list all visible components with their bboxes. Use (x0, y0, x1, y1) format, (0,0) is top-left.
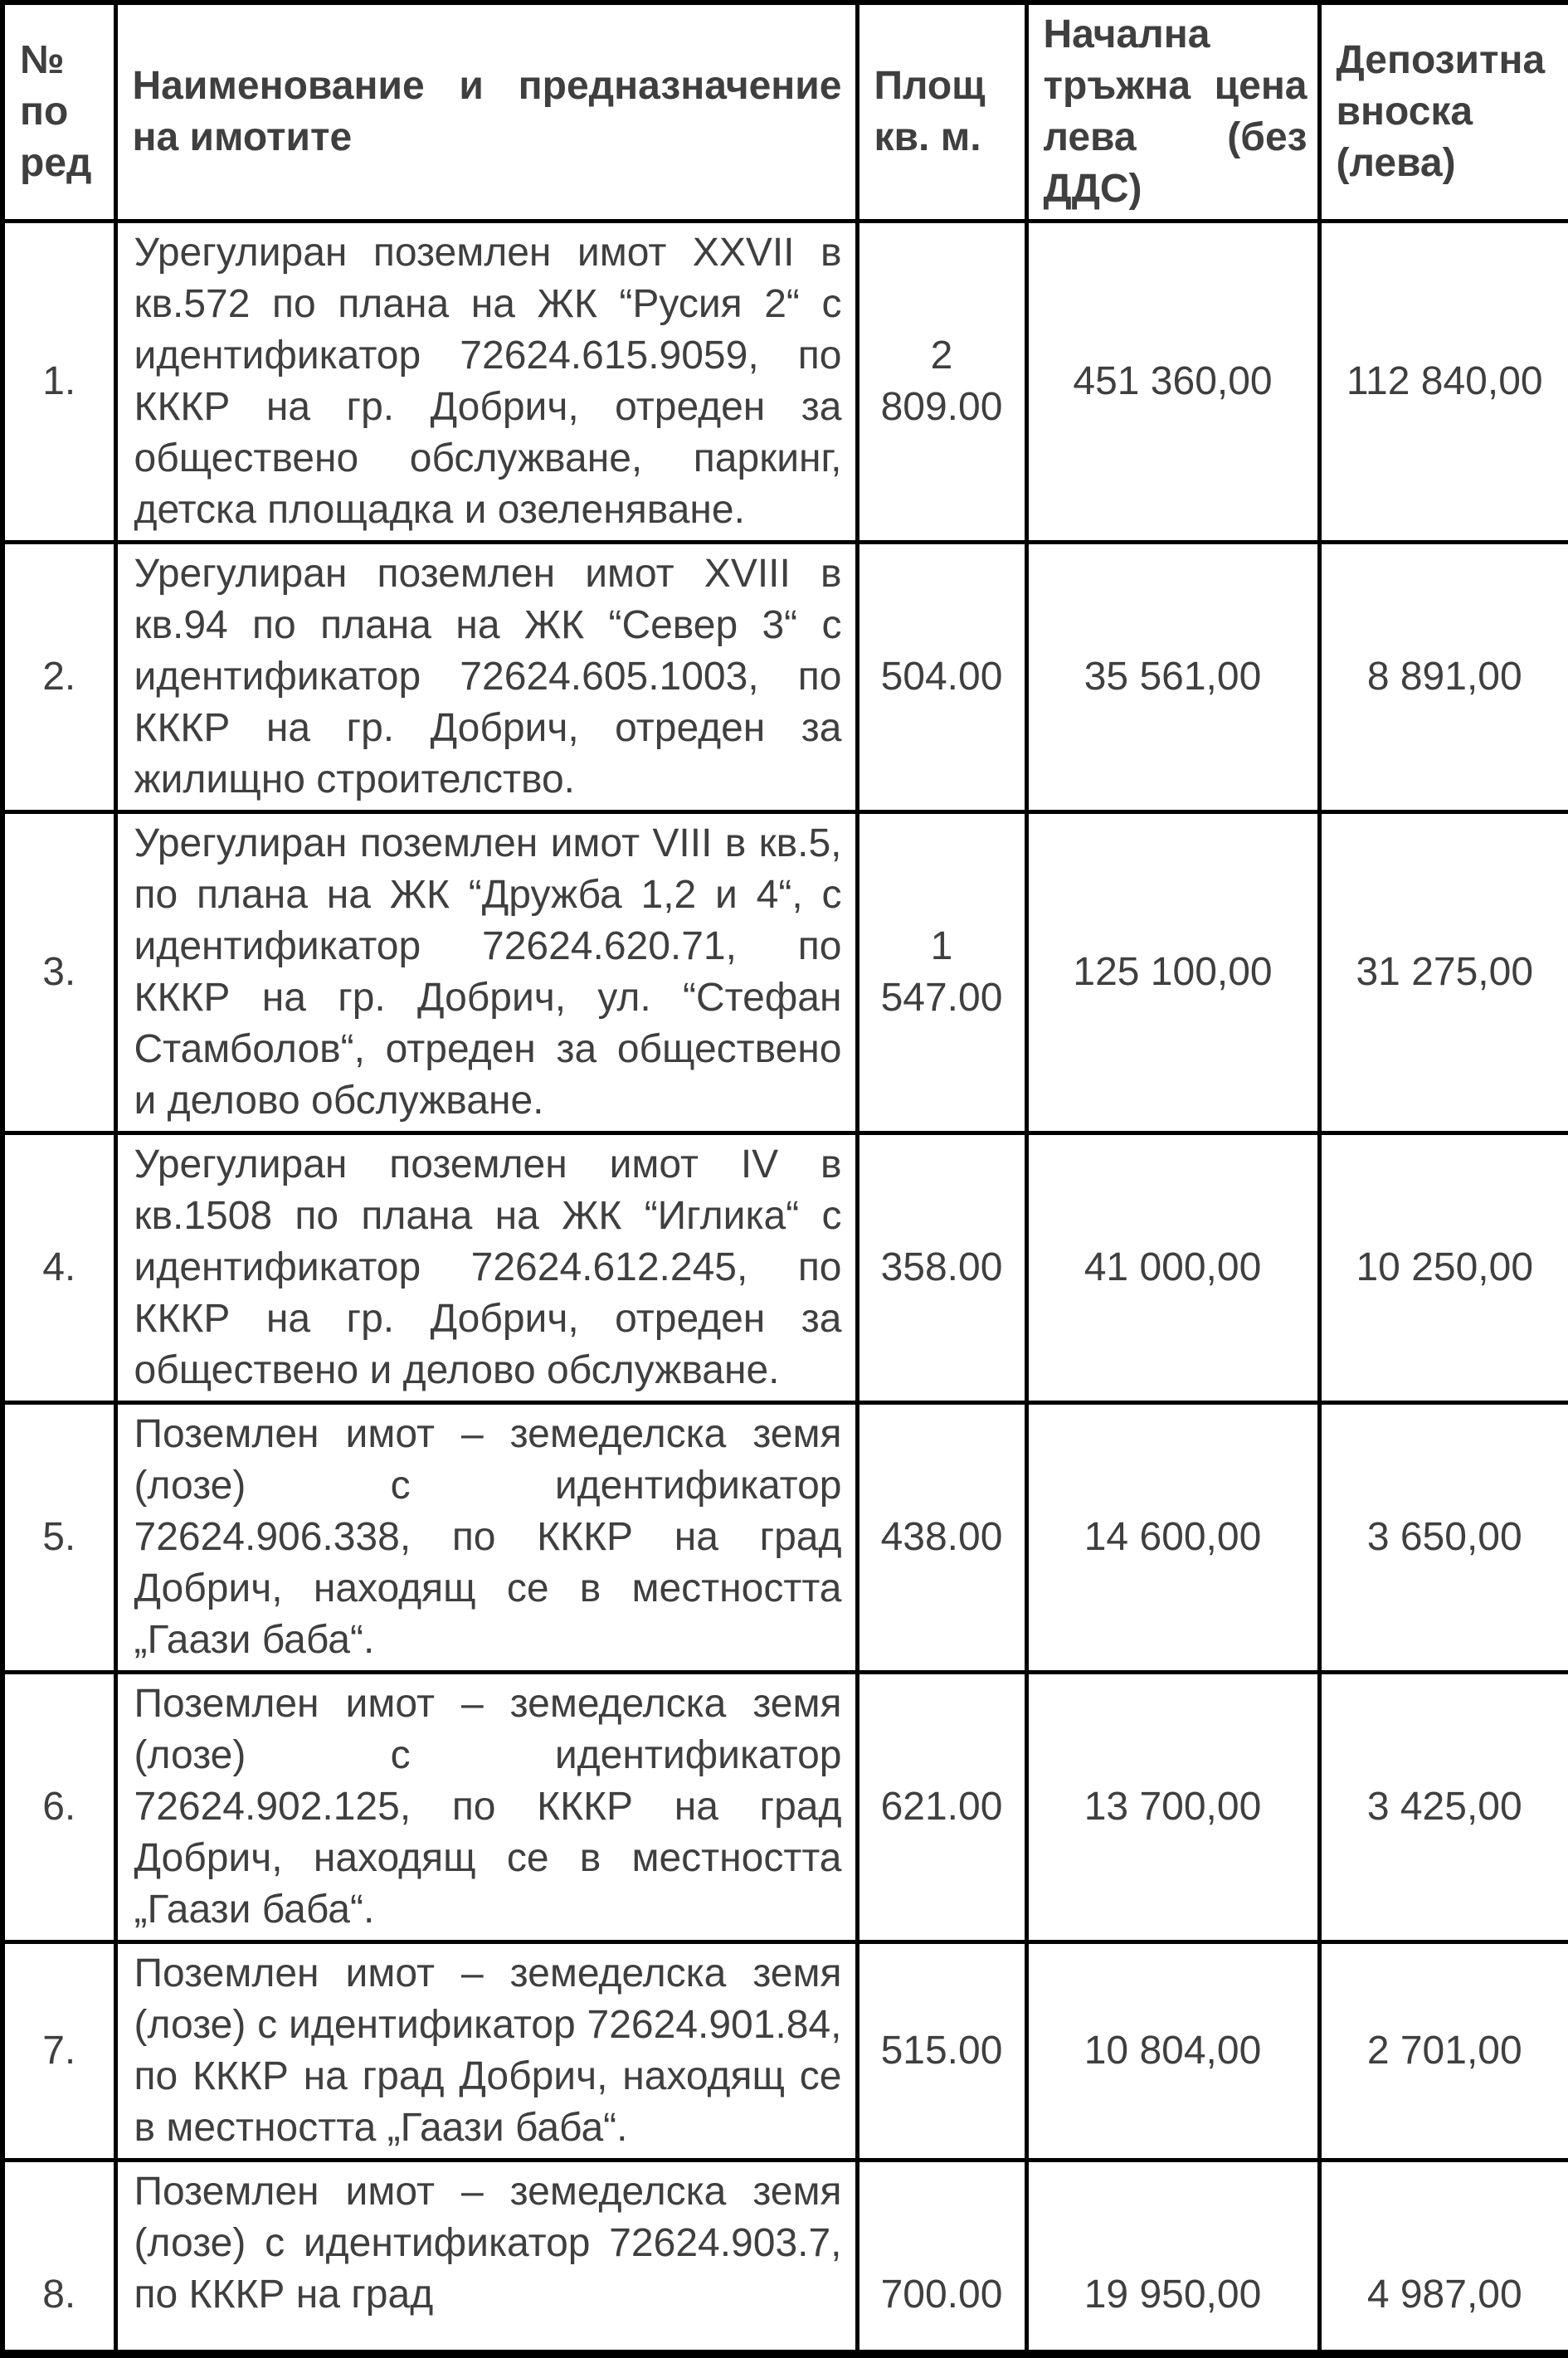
row-number: 7. (2, 1942, 115, 2161)
table-row (2, 1403, 1568, 1673)
table-row (2, 1133, 1568, 1403)
row-number: 2. (2, 543, 115, 812)
header-deposit: Депозитна вноска (лева) (1319, 2, 1568, 222)
area-value: 515.00 (857, 1942, 1026, 2161)
starting-price-value: 13 700,00 (1026, 1673, 1319, 1942)
table-row (2, 1942, 1568, 2161)
property-description: Урегулиран поземлен имот XXVII в кв.572 по плана на ЖК “Русия 2“ с идентификатор 72624.615.9059, по КККР на гр. Добрич, отреден за обществено обслужване, паркинг, детска площадка и озеленяване. (115, 222, 857, 543)
area-value: 2 809.00 (857, 222, 1026, 543)
deposit-value: 8 891,00 (1319, 543, 1568, 812)
row-number: 5. (2, 1403, 115, 1673)
property-description: Урегулиран поземлен имот IV в кв.1508 по плана на ЖК “Иглика“ с идентификатор 72624.612.245, по КККР на гр. Добрич, отреден за обществено и делово обслужване. (115, 1133, 857, 1403)
area-value: 504.00 (857, 543, 1026, 812)
row-number: 3. (2, 812, 115, 1133)
table-row (2, 1673, 1568, 1942)
header-name-purpose: Наименование и предназначение на имотите (115, 2, 857, 222)
header-area: Площ кв. м. (857, 2, 1026, 222)
property-description: Урегулиран поземлен имот XVIII в кв.94 по плана на ЖК “Север 3“ с идентификатор 72624.605.1003, по КККР на гр. Добрич, отреден за жилищно строителство. (115, 543, 857, 812)
header-row-number: № по ред (2, 2, 115, 222)
area-value: 700.00 (857, 2161, 1026, 2358)
starting-price-value: 41 000,00 (1026, 1133, 1319, 1403)
table-header (2, 2, 1568, 222)
property-description: Поземлен имот – земеделска земя (лозе) с идентификатор 72624.906.338, по КККР на град Добрич, находящ се в местността „Гаази баба“. (115, 1403, 857, 1673)
deposit-value: 3 650,00 (1319, 1403, 1568, 1673)
table-body (2, 222, 1568, 2358)
table-row (2, 812, 1568, 1133)
deposit-value: 10 250,00 (1319, 1133, 1568, 1403)
row-number: 4. (2, 1133, 115, 1403)
area-value: 1 547.00 (857, 812, 1026, 1133)
deposit-value: 3 425,00 (1319, 1673, 1568, 1942)
header-row (2, 2, 1568, 222)
deposit-value: 31 275,00 (1319, 812, 1568, 1133)
starting-price-value: 125 100,00 (1026, 812, 1319, 1133)
area-value: 438.00 (857, 1403, 1026, 1673)
property-description: Поземлен имот – земеделска земя (лозе) с идентификатор 72624.901.84, по КККР на град Добрич, находящ се в местността „Гаази баба“. (115, 1942, 857, 2161)
table-row (2, 222, 1568, 543)
property-description: Урегулиран поземлен имот VIII в кв.5, по плана на ЖК “Дружба 1,2 и 4“, с идентификатор 72624.620.71, по КККР на гр. Добрич, ул. “Стефан Стамболов“, отреден за обществено и делово обслужване. (115, 812, 857, 1133)
starting-price-value: 35 561,00 (1026, 543, 1319, 812)
deposit-value: 2 701,00 (1319, 1942, 1568, 2161)
property-description: Поземлен имот – земеделска земя (лозе) с идентификатор 72624.903.7, по КККР на град (115, 2161, 857, 2358)
row-number: 6. (2, 1673, 115, 1942)
row-number: 8. (2, 2161, 115, 2358)
row-number: 1. (2, 222, 115, 543)
area-value: 621.00 (857, 1673, 1026, 1942)
page-bottom-edge (0, 2350, 1568, 2358)
starting-price-value: 451 360,00 (1026, 222, 1319, 543)
table-row (2, 2161, 1568, 2358)
starting-price-value: 19 950,00 (1026, 2161, 1319, 2358)
deposit-value: 112 840,00 (1319, 222, 1568, 543)
starting-price-value: 14 600,00 (1026, 1403, 1319, 1673)
header-starting-price: Начална тръжна цена лева (без ДДС) (1026, 2, 1319, 222)
property-description: Поземлен имот – земеделска земя (лозе) с идентификатор 72624.902.125, по КККР на град Добрич, находящ се в местността „Гаази баба“. (115, 1673, 857, 1942)
table-row (2, 543, 1568, 812)
deposit-value: 4 987,00 (1319, 2161, 1568, 2358)
area-value: 358.00 (857, 1133, 1026, 1403)
starting-price-value: 10 804,00 (1026, 1942, 1319, 2161)
